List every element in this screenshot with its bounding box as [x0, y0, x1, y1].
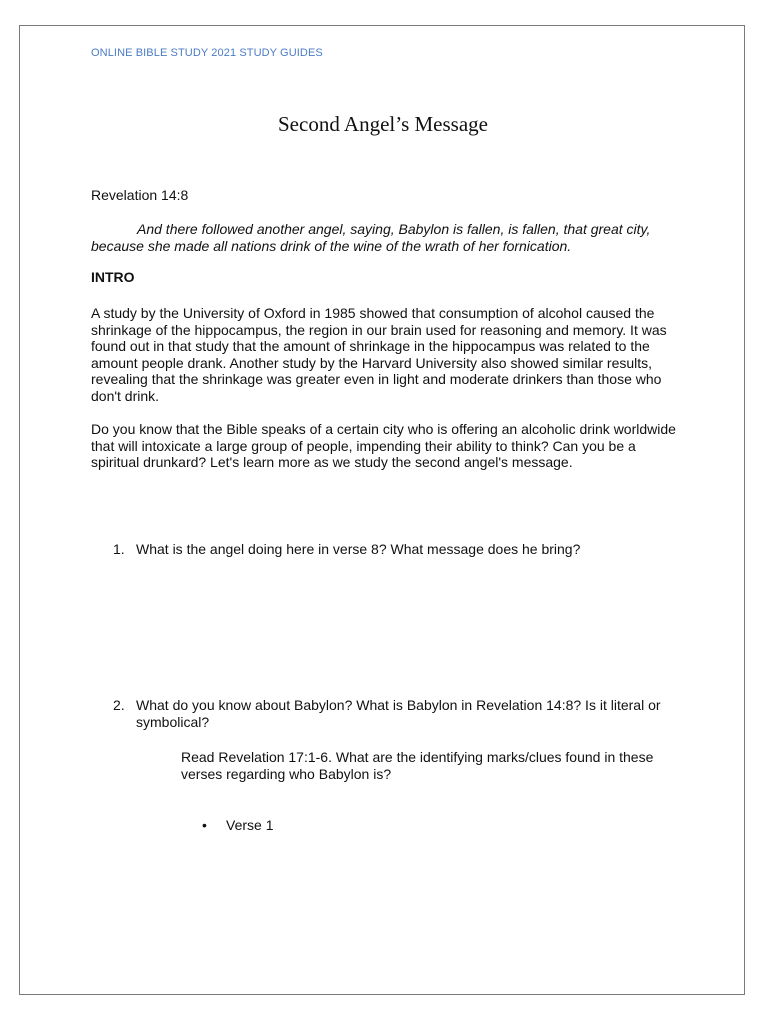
- question-2-subtext: Read Revelation 17:1-6. What are the identifying marks/clues found in these verses regarding who Babylon is?: [181, 749, 654, 782]
- question-number: 2.: [113, 697, 125, 713]
- bullet-text: Verse 1: [226, 817, 274, 833]
- bullet-marker: •: [202, 817, 207, 833]
- document-page: [19, 25, 745, 995]
- intro-paragraph-2: Do you know that the Bible speaks of a certain city who is offering an alcoholic drink worldwide that will intoxicate a large group of people, impending their ability to think? Can you be a spiritual drunkard? Let's learn more as we study the second angel's message.: [91, 421, 676, 470]
- question-text: What do you know about Babylon? What is Babylon in Revelation 14:8? Is it literal or symbolical?: [136, 697, 661, 730]
- document-header: ONLINE BIBLE STUDY 2021 STUDY GUIDES: [91, 47, 323, 59]
- scripture-reference: Revelation 14:8: [91, 187, 189, 203]
- question-number: 1.: [113, 541, 125, 557]
- verse-text: [91, 221, 671, 254]
- intro-paragraph-1: A study by the University of Oxford in 1985 showed that consumption of alcohol caused the shrinkage of the hippocampus, the region in our brain used for reasoning and memory. It was found out in that study that the amount of shrinkage in the hippocampus was related to the amount people drank. Another study by the Harvard University also showed similar results, revealing that the shrinkage was greater even in light and moderate drinkers than those who don't drink.: [91, 305, 667, 404]
- intro-heading: INTRO: [91, 269, 135, 285]
- verse-text-content: And there followed another angel, saying, Babylon is fallen, is fallen, that great city, because she made all nations drink of the wine of the wrath of her fornication.: [91, 221, 651, 254]
- question-text: What is the angel doing here in verse 8? What message does he bring?: [136, 541, 581, 557]
- page-title: Second Angel’s Message: [278, 112, 488, 136]
